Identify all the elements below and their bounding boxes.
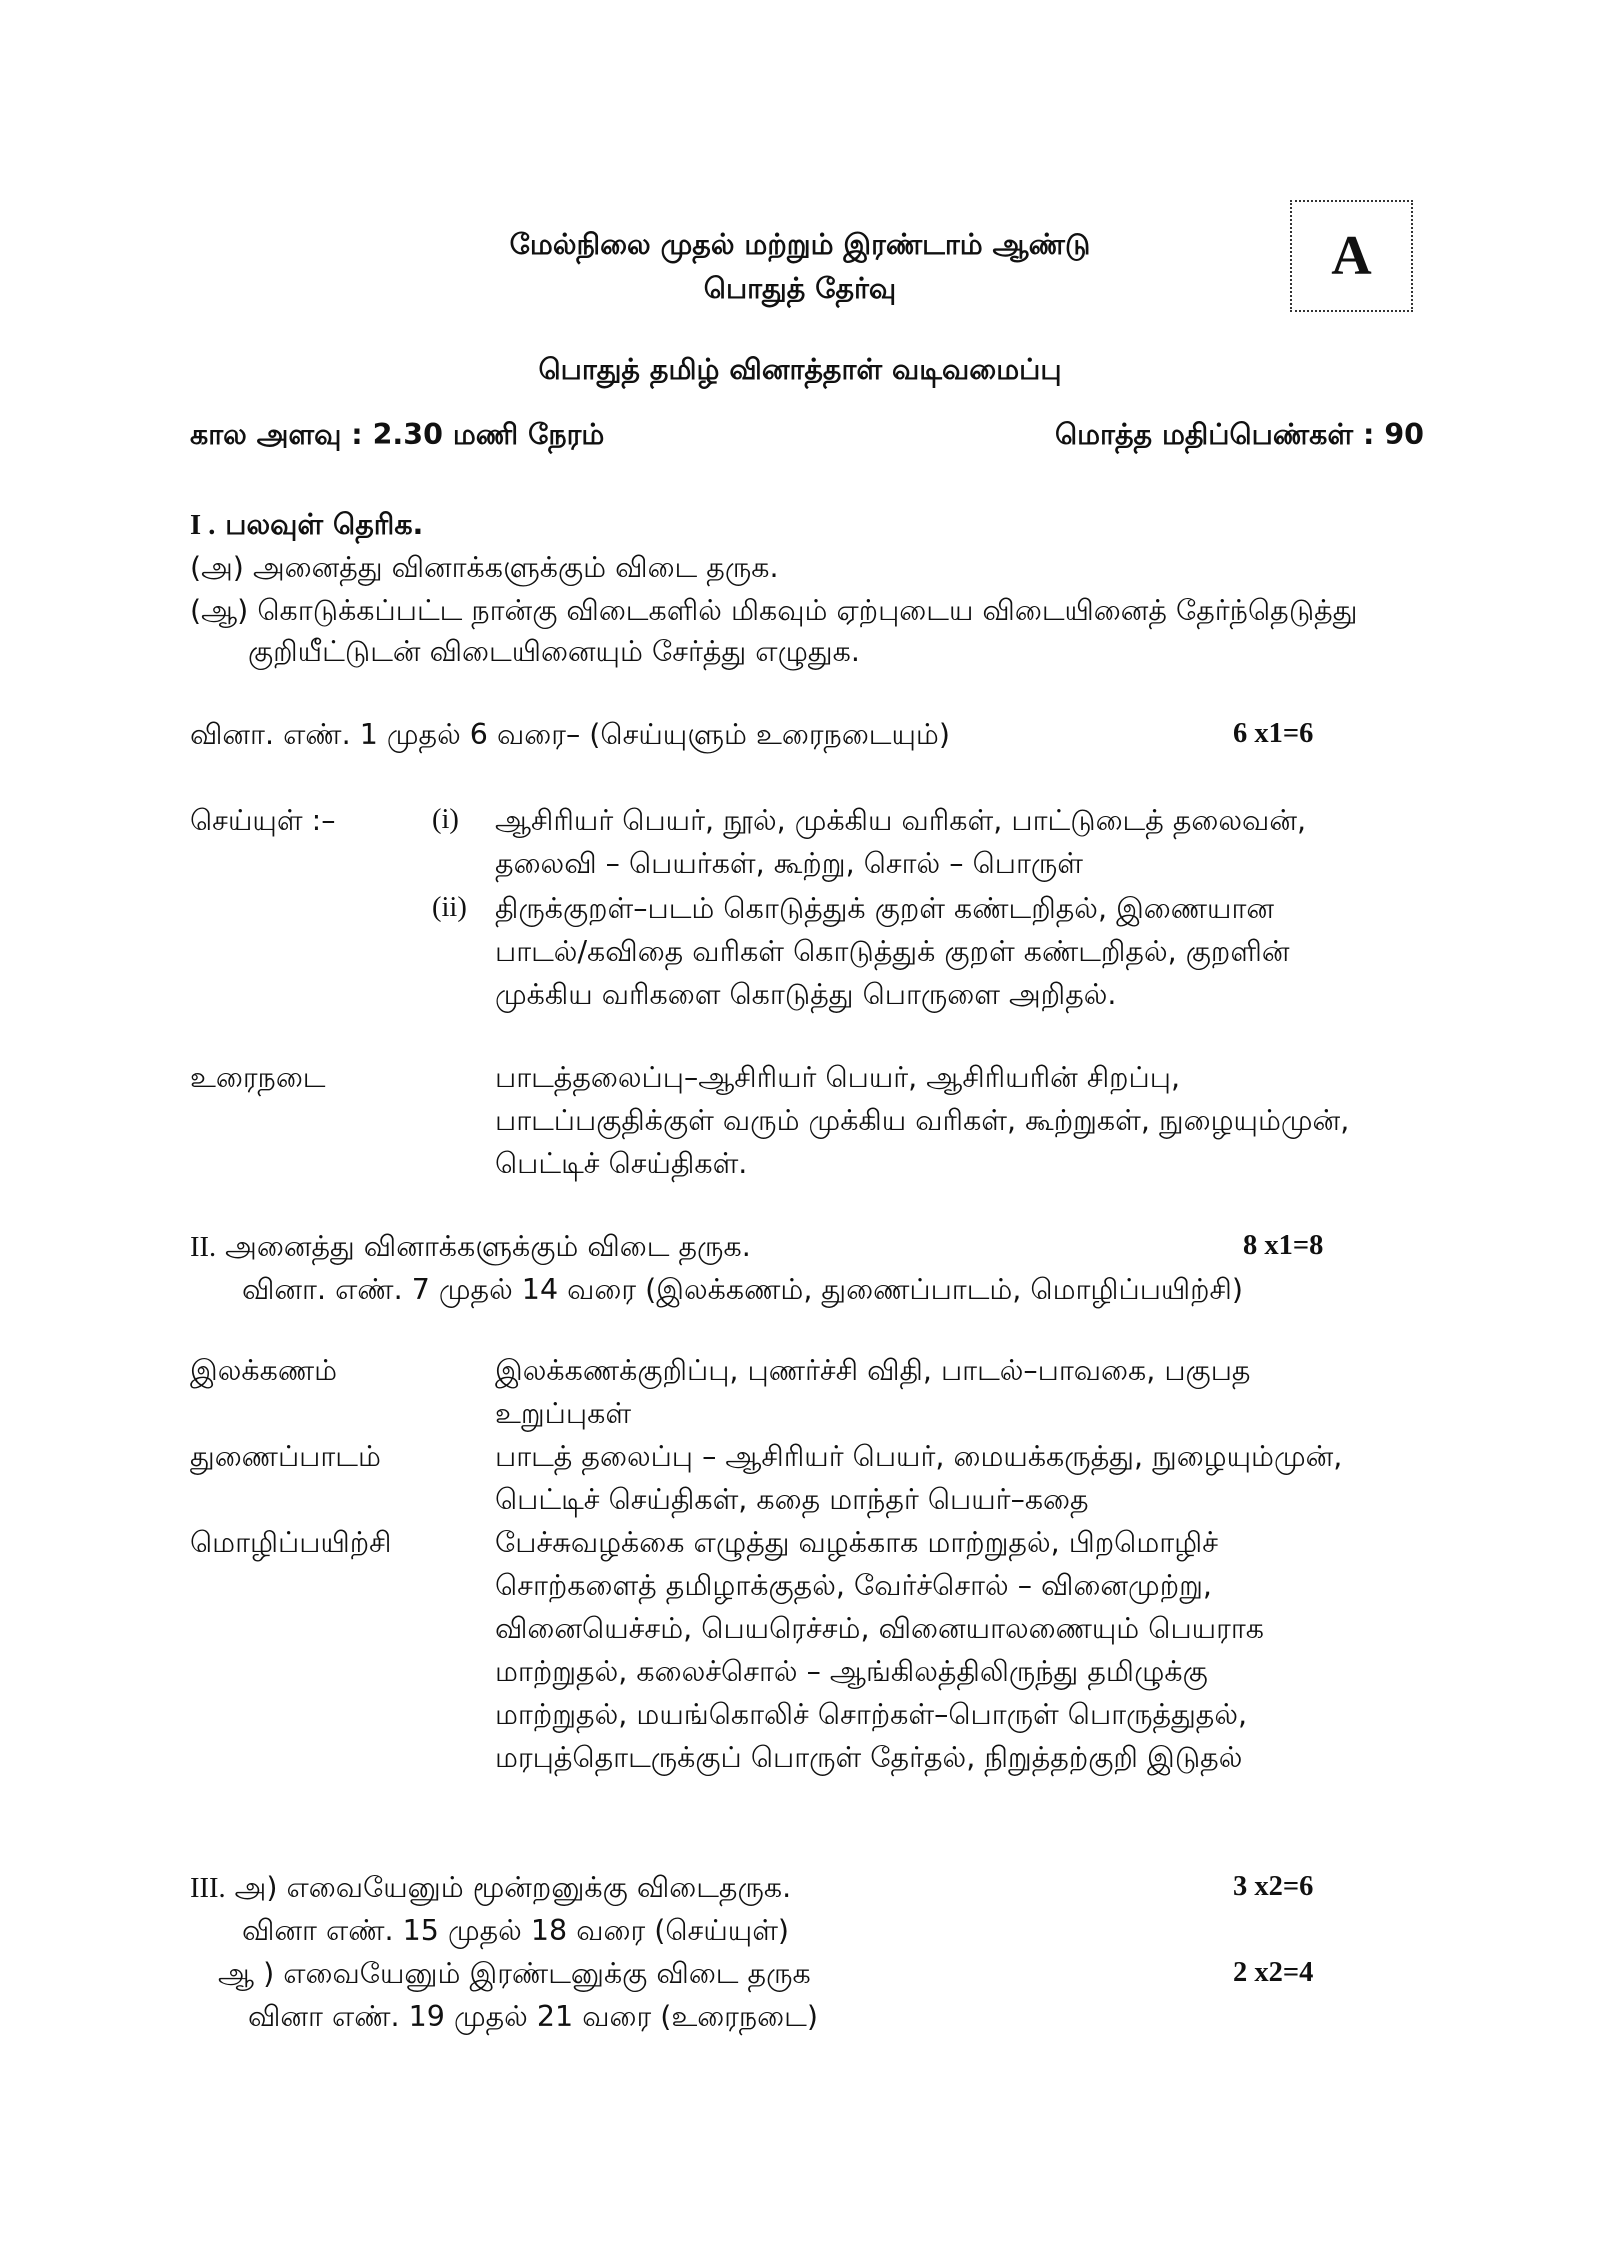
prose-label: உரைநடை xyxy=(190,1061,326,1094)
grammar-line1: இலக்கணக்குறிப்பு, புணர்ச்சி விதி, பாடல்–பாவகை, பகுபத xyxy=(495,1354,1251,1387)
section1-instruction-b-line1: (ஆ) கொடுக்கப்பட்ட நான்கு விடைகளில் மிகவும் ஏற்புடைய விடையினைத் தேர்ந்தெடுத்து xyxy=(190,594,1358,627)
poem-item-i-number: (i) xyxy=(432,804,459,835)
section1-heading xyxy=(190,508,423,545)
prose-line3: பெட்டிச் செய்திகள். xyxy=(495,1147,748,1180)
language-practice-line5: மாற்றுதல், மயங்கொலிச் சொற்கள்–பொருள் பொருத்துதல், xyxy=(495,1698,1248,1731)
grammar-label: இலக்கணம் xyxy=(190,1354,338,1387)
section1-instruction-b-line2: குறியீட்டுடன் விடையினையும் சேர்த்து எழுதுக. xyxy=(248,635,860,668)
poem-item-ii-line1: திருக்குறள்–படம் கொடுத்துக் குறள் கண்டறிதல், இணையான xyxy=(495,892,1275,925)
section3a-question-range: வினா எண். 15 முதல் 18 வரை (செய்யுள்) xyxy=(242,1914,790,1947)
paper-code-badge: A xyxy=(1290,200,1413,312)
poem-label: செய்யுள் :– xyxy=(190,804,336,837)
language-practice-line4: மாற்றுதல், கலைச்சொல் – ஆங்கிலத்திலிருந்து தமிழுக்கு xyxy=(495,1655,1208,1688)
section2-marks: 8 x1=8 xyxy=(1243,1230,1324,1261)
poem-item-ii-number: (ii) xyxy=(432,892,467,923)
language-practice-line1: பேச்சுவழக்கை எழுத்து வழக்காக மாற்றுதல், பிறமொழிச் xyxy=(495,1526,1219,1559)
section3a-heading xyxy=(190,1871,791,1908)
section1-question-range: வினா. எண். 1 முதல் 6 வரை– (செய்யுளும் உரைநடையும்) xyxy=(190,718,950,751)
paper-subtitle: பொதுத் தமிழ் வினாத்தாள் வடிவமைப்பு xyxy=(538,353,1062,386)
section1-title: பலவுள் தெரிக. xyxy=(225,508,424,541)
header-line2: பொதுத் தேர்வு xyxy=(703,272,897,305)
total-marks-text: மொத்த மதிப்பெண்கள் : 90 xyxy=(1054,418,1424,451)
duration-text: கால அளவு : 2.30 மணி நேரம் xyxy=(190,418,605,451)
section2-roman: II. xyxy=(190,1232,217,1263)
language-practice-line2: சொற்களைத் தமிழாக்குதல், வேர்ச்சொல் – வினைமுற்று, xyxy=(495,1569,1212,1602)
language-practice-label: மொழிப்பயிற்சி xyxy=(190,1526,392,1559)
section3a-title: அ) எவையேனும் மூன்றனுக்கு விடைதருக. xyxy=(234,1871,792,1904)
section2-question-range: வினா. எண். 7 முதல் 14 வரை (இலக்கணம், துணைப்பாடம், மொழிப்பயிற்சி) xyxy=(242,1273,1243,1306)
section3a-marks: 3 x2=6 xyxy=(1233,1871,1314,1902)
header-line1: மேல்நிலை முதல் மற்றும் இரண்டாம் ஆண்டு xyxy=(509,228,1091,261)
grammar-line2: உறுப்புகள் xyxy=(495,1397,632,1430)
prose-line1: பாடத்தலைப்பு–ஆசிரியர் பெயர், ஆசிரியரின் சிறப்பு, xyxy=(495,1061,1181,1094)
poem-item-i-line2: தலைவி – பெயர்கள், கூற்று, சொல் – பொருள் xyxy=(495,847,1083,880)
prose-line2: பாடப்பகுதிக்குள் வரும் முக்கிய வரிகள், கூற்றுகள், நுழையும்முன், xyxy=(495,1104,1350,1137)
section3b-heading: ஆ ) எவையேனும் இரண்டனுக்கு விடை தருக xyxy=(218,1957,811,1990)
poem-item-ii-line3: முக்கிய வரிகளை கொடுத்து பொருளை அறிதல். xyxy=(495,978,1117,1011)
supplementary-label: துணைப்பாடம் xyxy=(190,1440,381,1473)
section3b-question-range: வினா எண். 19 முதல் 21 வரை (உரைநடை) xyxy=(248,2000,818,2033)
supplementary-line2: பெட்டிச் செய்திகள், கதை மாந்தர் பெயர்–கதை xyxy=(495,1483,1089,1516)
section3-roman: III. xyxy=(190,1873,226,1904)
section3b-marks: 2 x2=4 xyxy=(1233,1957,1314,1988)
supplementary-line1: பாடத் தலைப்பு – ஆசிரியர் பெயர், மையக்கருத்து, நுழையும்முன், xyxy=(495,1440,1343,1473)
language-practice-line3: வினையெச்சம், பெயரெச்சம், வினையாலணையும் பெயராக xyxy=(495,1612,1264,1645)
section1-marks: 6 x1=6 xyxy=(1233,718,1314,749)
section2-title: அனைத்து வினாக்களுக்கும் விடை தருக. xyxy=(225,1230,751,1263)
section1-roman: I . xyxy=(190,510,216,541)
poem-item-ii-line2: பாடல்/கவிதை வரிகள் கொடுத்துக் குறள் கண்டறிதல், குறளின் xyxy=(495,935,1290,968)
poem-item-i-line1: ஆசிரியர் பெயர், நூல், முக்கிய வரிகள், பாட்டுடைத் தலைவன், xyxy=(495,804,1307,837)
section1-instruction-a: (அ) அனைத்து வினாக்களுக்கும் விடை தருக. xyxy=(190,551,779,584)
section2-heading xyxy=(190,1230,751,1267)
language-practice-line6: மரபுத்தொடருக்குப் பொருள் தேர்தல், நிறுத்தற்குறி இடுதல் xyxy=(495,1741,1243,1774)
